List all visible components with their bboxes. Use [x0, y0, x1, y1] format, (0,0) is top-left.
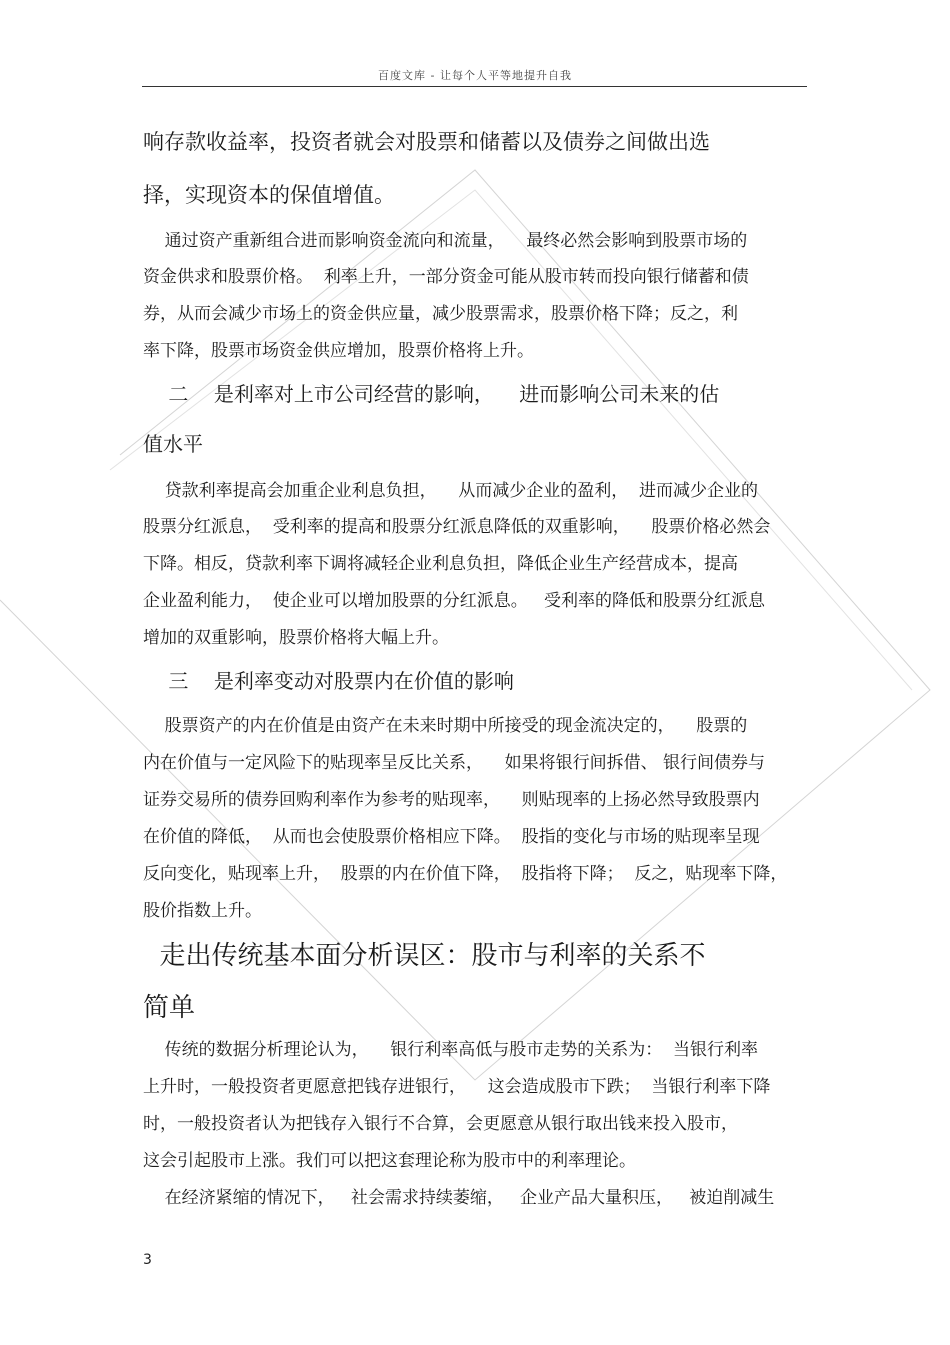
document-title: 走出传统基本面分析误区：股市与利率的关系不	[143, 941, 706, 971]
text-line: 券，从而会减少市场上的资金供应量，减少股票需求，股票价格下降；反之，利	[143, 304, 738, 324]
section-heading: 二 是利率对上市公司经营的影响， 进而影响公司未来的估	[143, 382, 720, 406]
text-line: 响存款收益率，投资者就会对股票和储蓄以及债券之间做出选	[143, 130, 710, 154]
text-line: 反向变化，贴现率上升， 股票的内在价值下降， 股指将下降； 反之，贴现率下降，	[143, 864, 788, 884]
text-line: 股票分红派息， 受利率的提高和股票分红派息降低的双重影响， 股票价格必然会	[143, 517, 771, 537]
text-line: 时，一般投资者认为把钱存入银行不合算，会更愿意从银行取出钱来投入股市，	[143, 1114, 738, 1134]
text-line: 这会引起股市上涨。我们可以把这套理论称为股市中的利率理论。	[143, 1151, 636, 1171]
text-line: 贷款利率提高会加重企业利息负担， 从而减少企业的盈利， 进而减少企业的	[143, 481, 759, 501]
text-line: 在价值的降低， 从而也会使股票价格相应下降。 股指的变化与市场的贴现率呈现	[143, 827, 760, 847]
text-line: 在经济紧缩的情况下， 社会需求持续萎缩， 企业产品大量积压， 被迫削减生	[143, 1188, 775, 1208]
text-line: 传统的数据分析理论认为， 银行利率高低与股市走势的关系为： 当银行利率	[143, 1040, 759, 1060]
text-line: 率下降，股票市场资金供应增加，股票价格将上升。	[143, 341, 534, 361]
text-line: 股票资产的内在价值是由资产在未来时期中所接受的现金流决定的， 股票的	[143, 716, 748, 736]
page-header: 百度文库 - 让每个人平等地提升自我	[378, 69, 572, 82]
text-line: 上升时，一般投资者更愿意把钱存进银行， 这会造成股市下跌； 当银行利率下降	[143, 1077, 771, 1097]
text-line: 资金供求和股票价格。 利率上升，一部分资金可能从股市转而投向银行储蓄和债	[143, 267, 749, 287]
text-line: 通过资产重新组合进而影响资金流向和流量， 最终必然会影响到股票市场的	[143, 231, 748, 251]
page-number: 3	[143, 1252, 152, 1268]
section-heading: 三 是利率变动对股票内在价值的影响	[143, 669, 514, 693]
text-line: 证券交易所的债券回购利率作为参考的贴现率， 则贴现率的上扬必然导致股票内	[143, 790, 760, 810]
text-line: 增加的双重影响，股票价格将大幅上升。	[143, 628, 449, 648]
text-line: 下降。相反，贷款利率下调将减轻企业利息负担，降低企业生产经营成本，提高	[143, 554, 738, 574]
document-title: 简单	[143, 993, 196, 1023]
text-line: 内在价值与一定风险下的贴现率呈反比关系， 如果将银行间拆借、 银行间债券与	[143, 753, 766, 773]
section-heading: 值水平	[143, 432, 203, 456]
header-rule	[142, 86, 807, 87]
text-line: 企业盈利能力， 使企业可以增加股票的分红派息。 受利率的降低和股票分红派息	[143, 591, 766, 611]
text-line: 股价指数上升。	[143, 901, 262, 921]
text-line: 择，实现资本的保值增值。	[143, 183, 395, 207]
